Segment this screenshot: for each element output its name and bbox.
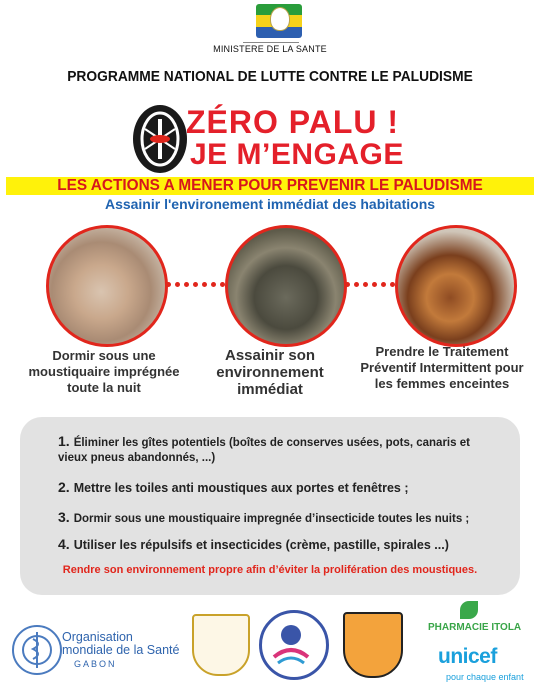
list-item (58, 537, 528, 553)
headline-text: LES ACTIONS A MENER POUR PREVENIR LE PALUDISME (57, 177, 483, 194)
headline-banner (6, 177, 534, 195)
who-name (62, 631, 179, 657)
list-number: 2. (58, 479, 70, 495)
unicef-logo-text: unicef (438, 645, 497, 668)
action-label-net: Dormir sous une moustiquaire imprégnée toute la nuit (28, 348, 180, 395)
pharmacie-logo-text: PHARMACIE ITOLA (428, 622, 522, 633)
who-name-line2: mondiale de la Santé (62, 643, 180, 657)
list-text: Mettre les toiles anti moustiques aux portes et fenêtres ; (73, 481, 409, 495)
lions-club-awane-logo (343, 612, 403, 678)
call-to-action: Rendre son environnement propre afin d’éviter la prolifération des moustiques. (62, 564, 478, 576)
programme-title: PROGRAMME NATIONAL DE LUTTE CONTRE LE PALUDISME (67, 68, 473, 85)
who-country: GABON (74, 659, 117, 669)
slogan-line1: ZÉRO PALU ! (186, 104, 400, 140)
lions-club-libreville-logo (259, 610, 329, 680)
unicef-tagline: pour chaque enfant (446, 672, 524, 682)
photo-mosquito-net (46, 225, 168, 347)
connector-dots (345, 282, 395, 288)
lions-club-badge-logo (192, 614, 250, 676)
list-number: 3. (58, 509, 70, 525)
gabon-coat-of-arms-flag (256, 4, 302, 38)
list-number: 4. (58, 536, 70, 552)
mosquito-zero-icon (133, 105, 187, 173)
list-item (58, 510, 528, 527)
slogan-line2: JE M’ENGAGE (190, 138, 404, 171)
leaf-icon (460, 601, 478, 619)
who-name-line1: Organisation (62, 630, 133, 644)
subtitle: Assainir l'environement immédiat des habitations (104, 196, 436, 212)
list-item (58, 434, 498, 466)
list-text: Éliminer les gîtes potentiels (boîtes de conserves usées, pots, canaris et vieux pneus abandonnés, ...) (58, 437, 470, 464)
ministry-name: MINISTERE DE LA SANTE (213, 44, 327, 54)
list-item (58, 480, 528, 496)
list-text: Dormir sous une moustiquaire impregnée d’insecticide toutes les nuits ; (73, 513, 470, 525)
photo-dirty-environment (225, 225, 347, 347)
photo-pregnant-woman (395, 225, 517, 347)
connector-dots (166, 282, 224, 288)
emblem-seal-icon (270, 7, 290, 31)
action-label-tpi: Prendre le Traitement Préventif Intermittent pour les femmes enceintes (360, 344, 524, 391)
list-number: 1. (58, 433, 70, 449)
who-globe-icon (12, 625, 62, 675)
divider (243, 42, 299, 43)
list-text: Utiliser les répulsifs et insecticides (crème, pastille, spirales ...) (73, 538, 449, 552)
action-label-clean: Assainir son environnement immédiat (216, 347, 324, 398)
